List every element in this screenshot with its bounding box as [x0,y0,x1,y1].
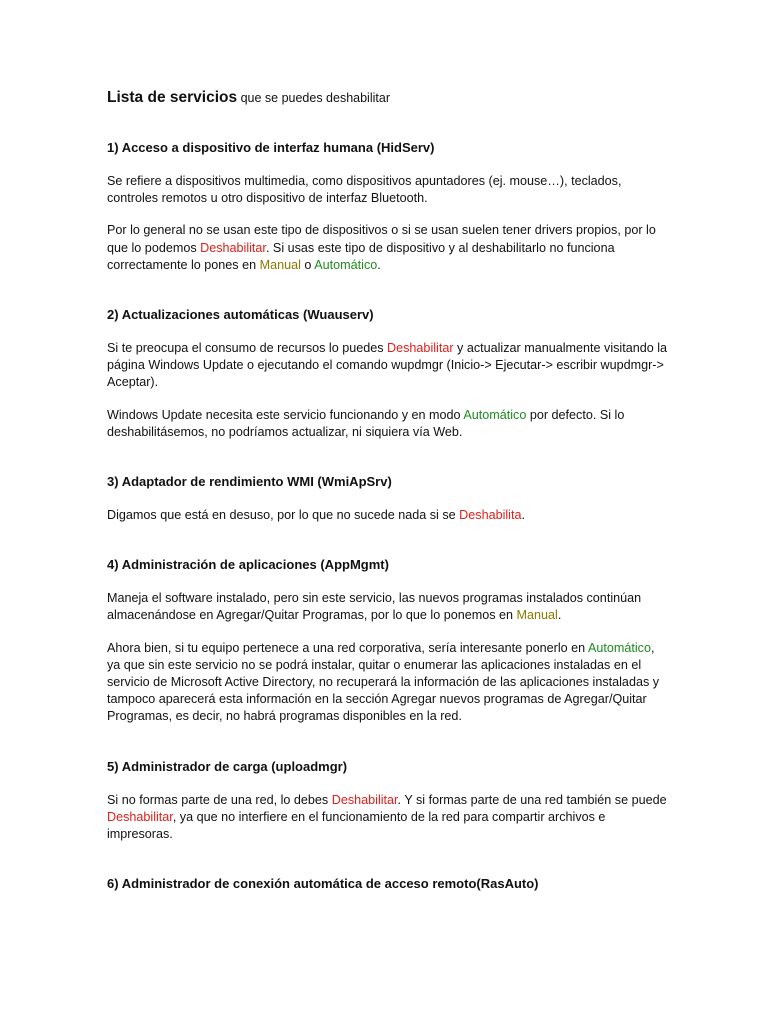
section [107,139,668,274]
paragraph [107,590,668,624]
document-title-rest: que se puedes deshabilitar [237,91,390,105]
paragraph [107,792,668,844]
text-run: Digamos que está en desuso, por lo que no sucede nada si se [107,508,460,523]
section-heading: 1) Acceso a dispositivo de interfaz humana (HidServ) [107,140,435,155]
text-run: y actualizar manualmente visitando la página Windows Update o ejecutando el comando wupdmgr (Inicio-> Ejecutar-> escribir wupdmgr-> Aceptar). [107,341,668,390]
text-run: Si te preocupa el consumo de recursos lo puedes [107,341,388,356]
highlighted-term: Manual [259,257,301,272]
paragraph [107,173,668,207]
section [107,556,668,725]
section-heading: 3) Adaptador de rendimiento WMI (WmiApSrv) [107,474,392,490]
text-run: . [557,608,562,623]
document-title-main: Lista de servicios [107,89,238,106]
text-run: , ya que sin este servicio no se podrá instalar, quitar o enumerar las aplicaciones instaladas en el servicio de Microsoft Active Directory, no recuperará la información de las aplicaciones instaladas y tampoco aparecerá esta información en la sección Agregar nuevos programas de Agregar/Quitar Programas, es decir, no habrá programas disponibles en la red. [107,640,660,724]
section [107,306,668,441]
highlighted-term: Automático [314,257,378,272]
highlighted-term: Deshabilitar [107,809,173,824]
document-body [107,139,668,892]
highlighted-term: Deshabilitar [331,792,398,807]
text-run: Si no formas parte de una red, lo debes [107,792,332,807]
paragraph [107,507,668,524]
section [107,758,668,844]
text-run: Maneja el software instalado, pero sin este servicio, las nuevos programas instalados continúan almacenándose en Agregar/Quitar Programas, por lo que lo ponemos en [107,591,642,623]
text-run: . [377,257,381,272]
highlighted-term: Automático [463,407,527,422]
text-run: Se refiere a dispositivos multimedia, como dispositivos apuntadores (ej. mouse…), teclados, controles remotos u otro dispositivo de interfaz Bluetooth. [107,174,622,206]
section-heading: 5) Administrador de carga (uploadmgr) [107,758,348,774]
section-heading: 6) Administrador de conexión automática de acceso remoto(RasAuto) [107,876,539,892]
text-run: o [300,257,315,272]
highlighted-term: Automático [587,640,651,655]
text-run: Windows Update necesita este servicio funcionando y en modo [107,407,464,422]
highlighted-term: Deshabilitar [200,240,266,255]
text-run: . Si usas este tipo de dispositivo y al deshabilitarlo no funciona correctamente lo pones en [107,240,615,272]
paragraph [107,340,668,392]
section [107,473,668,524]
highlighted-term: Deshabilita [459,508,522,523]
highlighted-term: Deshabilitar [387,341,454,356]
text-run: . Y si formas parte de una red también se puede [397,792,667,807]
section-heading: 4) Administración de aplicaciones (AppMgmt) [107,557,389,573]
text-run: Por lo general no se usan este tipo de dispositivos o si se usan suelen tener drivers propios, por lo que lo podemos [107,223,656,255]
section [107,875,668,892]
paragraph [107,640,668,726]
highlighted-term: Manual [516,608,558,623]
paragraph [107,407,668,441]
document-title [107,88,668,108]
text-run: , ya que no interfiere en el funcionamiento de la red para compartir archivos e impresoras. [107,809,606,842]
text-run: por defecto. Si lo deshabilitásemos, no podríamos actualizar, ni siquiera vía Web. [107,407,625,439]
paragraph [107,222,668,274]
section-heading: 2) Actualizaciones automáticas (Wuauserv) [107,307,374,323]
text-run: Ahora bien, si tu equipo pertenece a una red corporativa, sería interesante ponerlo en [107,640,588,655]
text-run: . [521,508,525,523]
